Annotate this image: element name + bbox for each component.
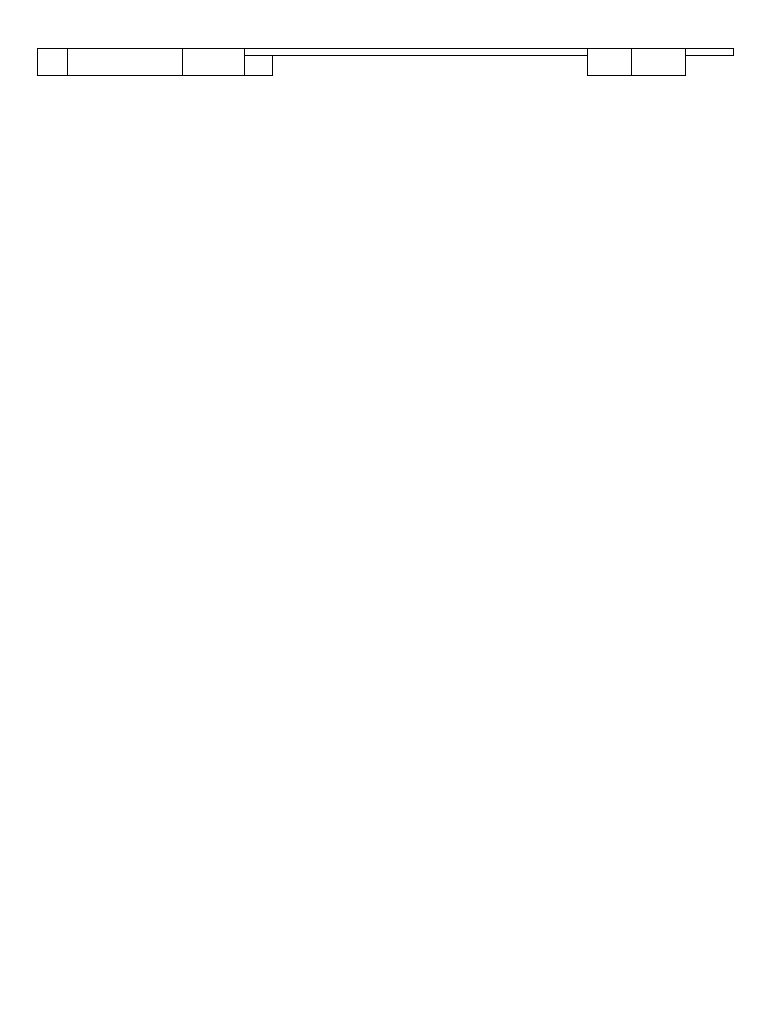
header-badan-adhoc	[68, 49, 183, 76]
header-persentase	[632, 49, 686, 76]
header-no	[38, 49, 68, 76]
header-pagu	[183, 49, 245, 76]
budget-table-top	[37, 48, 734, 83]
header-jumlah	[588, 49, 632, 76]
header-anggaran	[245, 56, 273, 76]
header-sisa	[686, 49, 734, 56]
header-realisasi	[245, 49, 588, 56]
